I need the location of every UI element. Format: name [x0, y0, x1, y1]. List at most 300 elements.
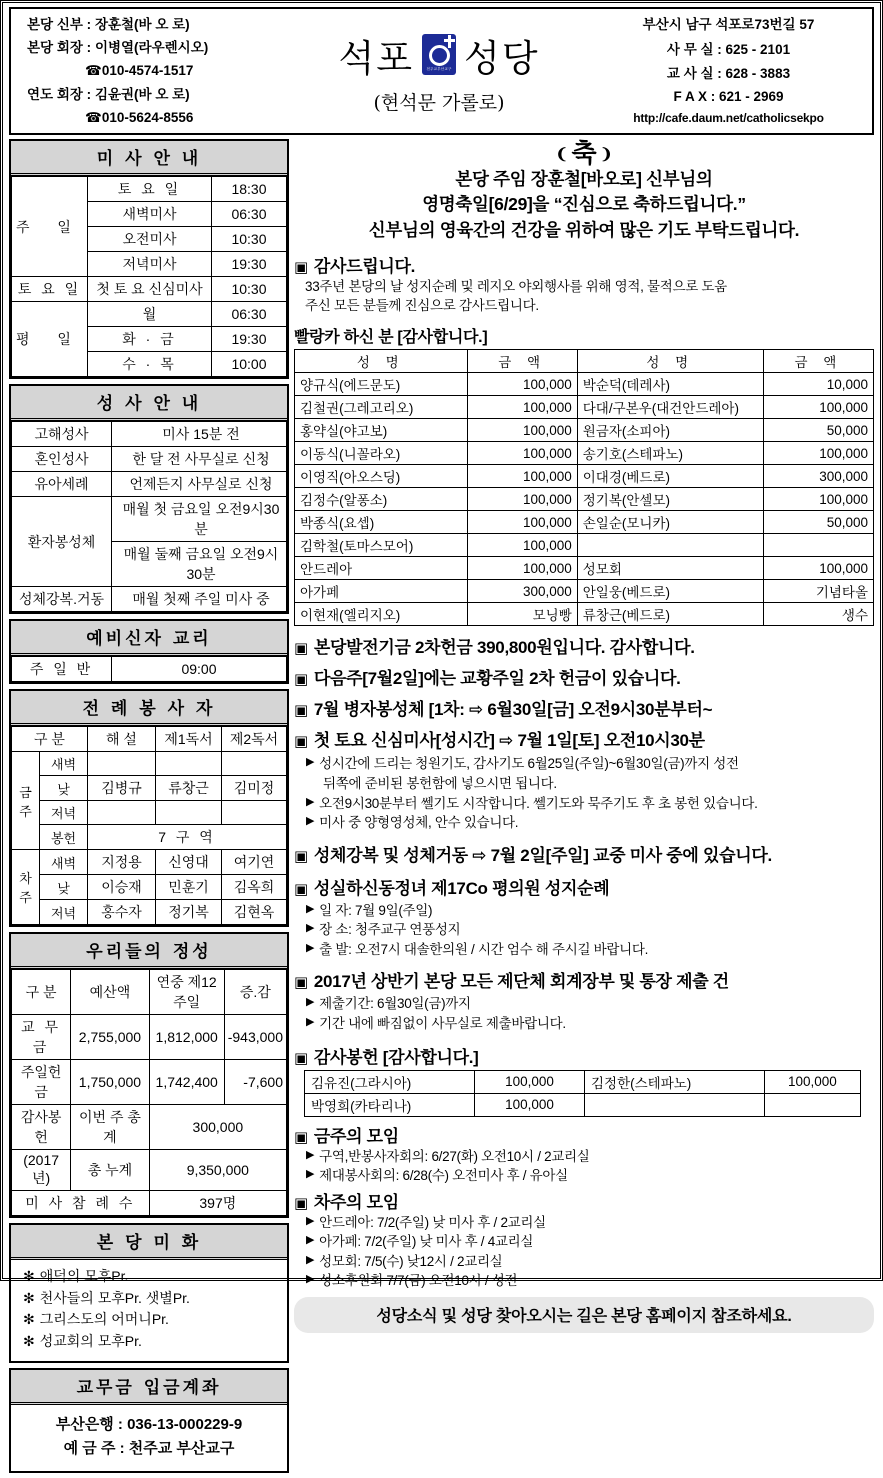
table-row: [295, 557, 874, 580]
table-row: [12, 1191, 287, 1216]
offering-diff: -943,000: [224, 1015, 286, 1060]
offering-budget: 1,750,000: [71, 1060, 149, 1105]
col-name-2: 성 명: [577, 350, 763, 373]
sacrament-guide-title: 성 사 안 내: [11, 386, 287, 421]
table-row: [12, 277, 287, 302]
donor-amount: 기념타올: [763, 580, 873, 603]
donor-name: 손일순(모니카): [577, 511, 763, 534]
donor-amount: 50,000: [763, 419, 873, 442]
liturgy-cell: [88, 801, 156, 825]
donor-name: 박종식(요셉): [295, 511, 468, 534]
liturgy-time: 새벽: [40, 850, 88, 875]
parish-beauty-title: 본 당 미 화: [11, 1225, 287, 1260]
offering-col-division: 구 분: [12, 970, 71, 1015]
liturgy-cell: [156, 752, 222, 776]
meeting-text: 성모회: 7/5(수) 낮12시 / 2교리실: [319, 1253, 503, 1269]
mass-guide-box: [9, 139, 289, 379]
meetings-this-week-heading: [294, 1122, 874, 1147]
donor-name: 박영희(카타리나): [305, 1093, 475, 1116]
account-details: [11, 1405, 287, 1471]
pallanca-caption: 빨랑카 하신 분 [감사합니다.]: [294, 329, 488, 347]
table-row: [305, 1093, 861, 1116]
sacrament-label: 환자봉성체: [12, 497, 112, 587]
mass-name: 첫 토 요 신심미사: [88, 277, 212, 302]
mass-guide-table: [11, 176, 287, 377]
donor-name: 이대경(베드로): [577, 465, 763, 488]
header-address-block: [591, 13, 866, 129]
meeting-item: [294, 1271, 874, 1291]
meeting-item: [294, 1232, 874, 1252]
table-row: [12, 752, 287, 776]
meeting-item: [294, 1147, 874, 1167]
mass-time: 06:30: [212, 202, 287, 227]
meeting-text: 아가페: 7/2(주일) 낮 미사 후 / 4교리실: [319, 1234, 534, 1250]
church-address: 부산시 남구 석포로73번길 57: [642, 17, 815, 33]
liturgy-cell: 정기복: [156, 900, 222, 925]
donor-amount: 100,000: [475, 1070, 585, 1093]
list-item-label: 천사들의 모후Pr. 샛별Pr.: [39, 1289, 190, 1306]
mass-time: 10:30: [212, 227, 287, 252]
mass-name: 토 요 일: [88, 177, 212, 202]
meetings-this-week-label: 금주의 모임: [313, 1126, 399, 1146]
donor-amount: 100,000: [763, 396, 873, 419]
meeting-text: 성소후원회 7/7(금) 오전10시 / 성전: [319, 1273, 518, 1289]
sacrament-guide-box: [9, 384, 289, 614]
donor-name: 아가페: [295, 580, 468, 603]
sacrament-label: 성체강복.거동: [12, 587, 112, 612]
right-column: [294, 139, 874, 1478]
thanks-offering-label: 감사봉헌 [감사합니다.]: [313, 1047, 479, 1067]
mass-time: 19:30: [212, 252, 287, 277]
table-row: [12, 900, 287, 925]
liturgy-servers-title: 전 례 봉 사 자: [11, 691, 287, 726]
triangle-bullet-icon: ▶: [306, 756, 315, 769]
catechumen-time: 09:00: [112, 657, 287, 682]
table-row: [12, 587, 287, 612]
thanks-offering-table: [304, 1070, 861, 1117]
offering-table: [11, 969, 287, 1216]
thanks-offering-year: (2017년): [12, 1150, 71, 1191]
mass-name: 월: [88, 302, 212, 327]
table-row: [12, 850, 287, 875]
church-website-link[interactable]: http://cafe.daum.net/catholicsekpo: [633, 111, 824, 126]
announcement-heading: [294, 633, 874, 658]
account-holder: 예 금 주 : 천주교 부산교구: [63, 1439, 235, 1457]
list-item-label: 애덕의 모후Pr.: [39, 1268, 129, 1284]
liturgy-cell: 이승재: [88, 875, 156, 900]
announcement-text: 기간 내에 빠짐없이 사무실로 제출바랍니다.: [319, 1015, 566, 1031]
triangle-bullet-icon: ▶: [306, 1234, 315, 1247]
sacrament-value: 언제든지 사무실로 신청: [112, 472, 287, 497]
donor-name: 류창근(베드로): [577, 603, 763, 626]
table-header-row: [295, 350, 874, 373]
thanks-heading: [294, 252, 874, 277]
table-row: [12, 825, 287, 850]
yeondo-label: 연도 회장 :: [27, 86, 92, 102]
liturgy-cell: 지정용: [88, 850, 156, 875]
bulletin-header: [9, 7, 874, 135]
list-item-label: 그리스도의 어머니Pr.: [39, 1311, 169, 1328]
donor-amount: 100,000: [467, 511, 577, 534]
announcement-text: 미사 중 양형영성체, 안수 있습니다.: [319, 815, 519, 831]
mass-time: 19:30: [212, 327, 287, 352]
mass-name: 새벽미사: [88, 202, 212, 227]
square-bullet-icon: ▣: [294, 259, 308, 277]
donor-name: 김유진(그라시아): [305, 1070, 475, 1093]
donor-amount: [765, 1093, 861, 1116]
square-bullet-icon: ▣: [294, 880, 308, 898]
triangle-bullet-icon: ▶: [306, 1253, 315, 1266]
liturgy-col-reading1: 제1독서: [156, 727, 222, 752]
announcement-text: 성체강복 및 성체거동 ⇨ 7월 2일[주일] 교중 미사 중에 있습니다.: [313, 845, 772, 865]
liturgy-cell: [156, 801, 222, 825]
catechumen-title: 예비신자 교리: [11, 621, 287, 656]
donor-amount: 100,000: [467, 557, 577, 580]
donor-name: 김정한(스테파노): [585, 1070, 765, 1093]
donor-amount: 100,000: [763, 557, 873, 580]
celebration-line-3: 신부님의 영육간의 건강을 위하여 많은 기도 부탁드립니다.: [368, 219, 800, 240]
meetings-next-week-heading: [294, 1188, 874, 1213]
sacrament-value: 매월 둘째 금요일 오전9시30분: [112, 542, 287, 587]
sacrament-label: 고해성사: [12, 422, 112, 447]
mass-time: 10:30: [212, 277, 287, 302]
donor-name: 김철권(그레고리오): [295, 396, 468, 419]
donor-amount: [763, 534, 873, 557]
thanks-week-value: 300,000: [149, 1105, 286, 1150]
table-row: [295, 488, 874, 511]
donor-name: 안일웅(베드로): [577, 580, 763, 603]
asterisk-icon: ✻: [23, 1311, 35, 1328]
liturgy-servers-box: [9, 689, 289, 927]
list-item: [23, 1331, 277, 1353]
announcement-heading: [294, 664, 874, 689]
table-row: [12, 1105, 287, 1150]
table-row: [12, 1060, 287, 1105]
triangle-bullet-icon: ▶: [306, 941, 315, 954]
table-row: [305, 1070, 861, 1093]
triangle-bullet-icon: ▶: [306, 815, 315, 828]
office-phone: 사 무 실 : 625 - 2101: [666, 42, 791, 58]
liturgy-cell: 김옥희: [222, 875, 287, 900]
liturgy-cell: 류창근: [156, 776, 222, 801]
church-name-part2: 성당: [464, 36, 540, 80]
church-subtitle: (현석문 가롤로): [373, 91, 505, 114]
table-row: [12, 497, 287, 542]
col-amount-2: 금 액: [763, 350, 873, 373]
triangle-bullet-icon: ▶: [306, 1015, 315, 1028]
liturgy-col-reading2: 제2독서: [222, 727, 287, 752]
table-row: [12, 657, 287, 682]
thanks-offering-label: 감사봉헌: [12, 1105, 71, 1150]
square-bullet-icon: ▣: [294, 671, 308, 689]
donor-amount: 100,000: [765, 1070, 861, 1093]
announcement-text: 본당발전기금 2차헌금 390,800원입니다. 감사합니다.: [313, 638, 695, 658]
donor-name: 다대/구본우(대건안드레아): [577, 396, 763, 419]
sacrament-value: 한 달 전 사무실로 신청: [112, 447, 287, 472]
table-row: [12, 1015, 287, 1060]
triangle-bullet-icon: ▶: [306, 1148, 315, 1161]
table-row: [295, 534, 874, 557]
donor-amount: 300,000: [763, 465, 873, 488]
liturgy-cell: [222, 752, 287, 776]
announcement-continuation: 뒤쪽에 준비된 봉헌함에 넣으시면 됩니다.: [323, 776, 557, 791]
president-phone: ☎010-4574-1517: [85, 63, 194, 79]
table-header-row: [12, 727, 287, 752]
announcement-bullet: [294, 794, 874, 814]
mass-time: 18:30: [212, 177, 287, 202]
offering-col-week: 연중 제12주일: [149, 970, 224, 1015]
meeting-item: [294, 1213, 874, 1233]
list-item: [23, 1288, 277, 1310]
list-item: [23, 1309, 277, 1331]
donor-name: [585, 1093, 765, 1116]
col-amount-1: 금 액: [467, 350, 577, 373]
donor-name: 김정수(알퐁소): [295, 488, 468, 511]
footer-notice: 성당소식 및 성당 찾아오시는 길은 본당 홈페이지 참조하세요.: [294, 1297, 874, 1333]
donor-name: 이영직(아오스딩): [295, 465, 468, 488]
pallanca-donation-table: [294, 349, 874, 626]
offering-week: 1,812,000: [149, 1015, 224, 1060]
liturgy-time: 저녁: [40, 900, 88, 925]
square-bullet-icon: ▣: [294, 702, 308, 720]
catechumen-box: [9, 619, 289, 684]
announcement-bullet: [294, 813, 874, 833]
yeondo-phone: ☎010-5624-8556: [85, 109, 194, 125]
meeting-item: [294, 1166, 874, 1186]
table-row: [12, 776, 287, 801]
donor-amount: 모닝빵: [467, 603, 577, 626]
liturgy-cell: [88, 752, 156, 776]
offering-week: 1,742,400: [149, 1060, 224, 1105]
thanks-offering-heading: [294, 1043, 874, 1068]
mass-name: 저녁미사: [88, 252, 212, 277]
sacrament-guide-table: [11, 421, 287, 612]
parish-beauty-list: [11, 1260, 287, 1361]
thanks-body-2: 주신 모든 분들께 진심으로 감사드립니다.: [305, 298, 539, 314]
wreath-right-icon: ❩: [599, 145, 613, 163]
mass-name: 화 · 금: [88, 327, 212, 352]
donor-amount: 100,000: [467, 442, 577, 465]
meeting-item: [294, 1252, 874, 1272]
president-row: [27, 36, 287, 59]
announcement-heading: [294, 695, 874, 720]
mass-group-saturday: 토 요 일: [12, 277, 88, 302]
liturgy-time: 새벽: [40, 752, 88, 776]
announcements-list: [294, 633, 874, 1033]
table-row: [295, 465, 874, 488]
offering-box: [9, 932, 289, 1218]
catechumen-label: 주 일 반: [12, 657, 112, 682]
announcement-bullet: [294, 940, 874, 960]
church-name-part1: 석포: [338, 36, 414, 80]
announcement-heading: [294, 874, 874, 899]
announcement-bullet: [294, 754, 874, 774]
table-row: [12, 422, 287, 447]
square-bullet-icon: ▣: [294, 640, 308, 658]
square-bullet-icon: ▣: [294, 847, 308, 865]
asterisk-icon: ✻: [23, 1333, 35, 1350]
celebration-emblem-icon: [555, 139, 613, 169]
triangle-bullet-icon: ▶: [306, 922, 315, 935]
donor-name: [577, 534, 763, 557]
liturgy-time: 낮: [40, 776, 88, 801]
donor-amount: 100,000: [467, 534, 577, 557]
mass-guide-title: 미 사 안 내: [11, 141, 287, 176]
announcement-text: 일 자: 7월 9일(주일): [319, 902, 433, 918]
table-row: [12, 1150, 287, 1191]
thanks-body-1: 33주년 본당의 날 성지순례 및 레지오 야외행사를 위해 영적, 물적으로 도움: [305, 279, 727, 295]
asterisk-icon: ✻: [23, 1289, 35, 1306]
liturgy-time: 저녁: [40, 801, 88, 825]
yeondo-name: 김윤권(바 오 로): [94, 86, 190, 102]
donor-amount: 100,000: [763, 488, 873, 511]
donor-amount: 100,000: [467, 373, 577, 396]
liturgy-cell: 신영대: [156, 850, 222, 875]
donor-amount: 100,000: [467, 419, 577, 442]
table-row: [12, 447, 287, 472]
donor-amount: 50,000: [763, 511, 873, 534]
donor-name: 이동식(니꼴라오): [295, 442, 468, 465]
donor-name: 박순덕(데레사): [577, 373, 763, 396]
liturgy-cell: 여기연: [222, 850, 287, 875]
table-row: [295, 373, 874, 396]
president-label: 본당 회장 :: [27, 40, 92, 56]
celebration-line-2: 영명축일[6/29]을 “진심으로 축하드립니다.”: [422, 194, 746, 215]
meeting-text: 안드레아: 7/2(주일) 낮 미사 후 / 2교리실: [319, 1214, 546, 1230]
table-row: [12, 472, 287, 497]
liturgy-cell: [222, 801, 287, 825]
parish-beauty-box: [9, 1223, 289, 1363]
triangle-bullet-icon: ▶: [306, 795, 315, 808]
celebration-block: [294, 141, 874, 243]
meeting-text: 제대봉사회의: 6/28(수) 오전미사 후 / 유아실: [319, 1168, 568, 1184]
list-item: [23, 1266, 277, 1288]
announcement-text: 첫 토요 신심미사[성시간] ⇨ 7월 1일[토] 오전10시30분: [313, 731, 705, 751]
mass-time: 10:00: [212, 352, 287, 377]
diocese-logo-icon: [422, 34, 456, 75]
liturgy-cell: 민훈기: [156, 875, 222, 900]
square-bullet-icon: ▣: [294, 1194, 308, 1212]
liturgy-offering-zone: 7 구 역: [88, 825, 287, 850]
offering-diff: -7,600: [224, 1060, 286, 1105]
square-bullet-icon: ▣: [294, 733, 308, 751]
square-bullet-icon: ▣: [294, 1128, 308, 1146]
sacrament-value: 미사 15분 전: [112, 422, 287, 447]
donor-name: 정기복(안셀모): [577, 488, 763, 511]
thanks-heading-label: 감사드립니다.: [313, 257, 416, 277]
pastor-name: 장훈철(바 오 로): [94, 16, 190, 32]
offering-budget: 2,755,000: [71, 1015, 149, 1060]
pastor-row: [27, 13, 287, 36]
mass-name: 수 · 목: [88, 352, 212, 377]
donor-amount: 100,000: [467, 396, 577, 419]
donor-name: 송기호(스테파노): [577, 442, 763, 465]
donor-amount: 100,000: [467, 465, 577, 488]
square-bullet-icon: ▣: [294, 974, 308, 992]
table-row: [295, 511, 874, 534]
announcement-bullet: [294, 920, 874, 940]
announcement-text: 다음주[7월2일]에는 교황주일 2차 헌금이 있습니다.: [313, 669, 681, 689]
mass-group-sunday: 주 일: [12, 177, 88, 277]
donor-name: 홍약실(야고보): [295, 419, 468, 442]
triangle-bullet-icon: ▶: [306, 1214, 315, 1227]
sacrament-value: 매월 첫 금요일 오전9시30분: [112, 497, 287, 542]
announcement-text: 7월 병자봉성체 [1차: ⇨ 6월30일[금] 오전9시30분부터~: [313, 700, 713, 720]
president-name: 이병열(라우렌시오): [94, 40, 209, 56]
donor-amount: 생수: [763, 603, 873, 626]
donor-amount: 10,000: [763, 373, 873, 396]
church-title-block: [287, 28, 591, 115]
sacrament-label: 혼인성사: [12, 447, 112, 472]
offering-col-budget: 예산액: [71, 970, 149, 1015]
thanks-total-value: 9,350,000: [149, 1150, 286, 1191]
announcement-bullet: [294, 1014, 874, 1034]
sacrament-label: 유아세례: [12, 472, 112, 497]
donor-amount: 100,000: [763, 442, 873, 465]
donor-name: 이현재(엘리지오): [295, 603, 468, 626]
announcement-heading: [294, 726, 874, 751]
table-header-row: [12, 970, 287, 1015]
announcement-text: 성실하신동정녀 제17Co 평의원 성지순례: [313, 878, 610, 898]
announcement-text: 장 소: 청주교구 연풍성지: [319, 922, 461, 938]
table-row: [12, 302, 287, 327]
meetings-next-week-label: 차주의 모임: [313, 1192, 399, 1212]
liturgy-week-next: 차 주: [12, 850, 40, 925]
offering-col-diff: 증.감: [224, 970, 286, 1015]
triangle-bullet-icon: ▶: [306, 1168, 315, 1181]
triangle-bullet-icon: ▶: [306, 996, 315, 1009]
liturgy-col-commentary: 해 설: [88, 727, 156, 752]
bank-account-number: 부산은행 : 036-13-000229-9: [55, 1415, 243, 1433]
celebration-emblem-char: 축: [571, 139, 597, 169]
announcement-text: 출 발: 오전7시 대솔한의원 / 시간 엄수 해 주시길 바랍니다.: [319, 941, 649, 957]
celebration-line-1: 본당 주임 장훈철[바오로] 신부님의: [455, 169, 713, 189]
thanks-week-label: 이번 주 총계: [71, 1105, 149, 1150]
table-row: [12, 801, 287, 825]
donor-amount: 300,000: [467, 580, 577, 603]
triangle-bullet-icon: ▶: [306, 902, 315, 915]
attendance-value: 397명: [149, 1191, 286, 1216]
teacher-room-phone: 교 사 실 : 628 - 3883: [666, 65, 791, 81]
announcement-text: 제출기간: 6월30일(금)까지: [319, 996, 471, 1012]
liturgy-week-current: 금 주: [12, 752, 40, 850]
pastor-label: 본당 신부 :: [27, 16, 92, 32]
table-row: [295, 396, 874, 419]
square-bullet-icon: ▣: [294, 1049, 308, 1067]
offering-title: 우리들의 정성: [11, 934, 287, 969]
thanks-total-label: 총 누계: [71, 1150, 149, 1191]
donor-name: 원금자(소피아): [577, 419, 763, 442]
donor-amount: 100,000: [475, 1093, 585, 1116]
fax-number: F A X : 621 - 2969: [673, 88, 784, 104]
logo-caption: 천주교부산교구: [426, 67, 452, 71]
church-name: [287, 28, 591, 82]
table-row: [12, 177, 287, 202]
list-item-label: 성교회의 모후Pr.: [39, 1333, 142, 1350]
liturgy-time: 봉헌: [40, 825, 88, 850]
mass-time: 06:30: [212, 302, 287, 327]
announcement-text: 오전9시30분부터 쎌기도 시작합니다. 쎌기도와 묵주기도 후 초 봉헌 있습니다.: [319, 795, 758, 811]
offering-label: 주일헌금: [12, 1060, 71, 1105]
sacrament-value: 매월 첫째 주일 미사 중: [112, 587, 287, 612]
triangle-bullet-icon: ▶: [306, 1273, 315, 1286]
table-row: [295, 603, 874, 626]
announcement-heading: [294, 841, 874, 866]
liturgy-servers-table: [11, 726, 287, 925]
header-contacts: [17, 13, 287, 129]
announcement-bullet: [294, 994, 874, 1014]
liturgy-cell: 홍수자: [88, 900, 156, 925]
